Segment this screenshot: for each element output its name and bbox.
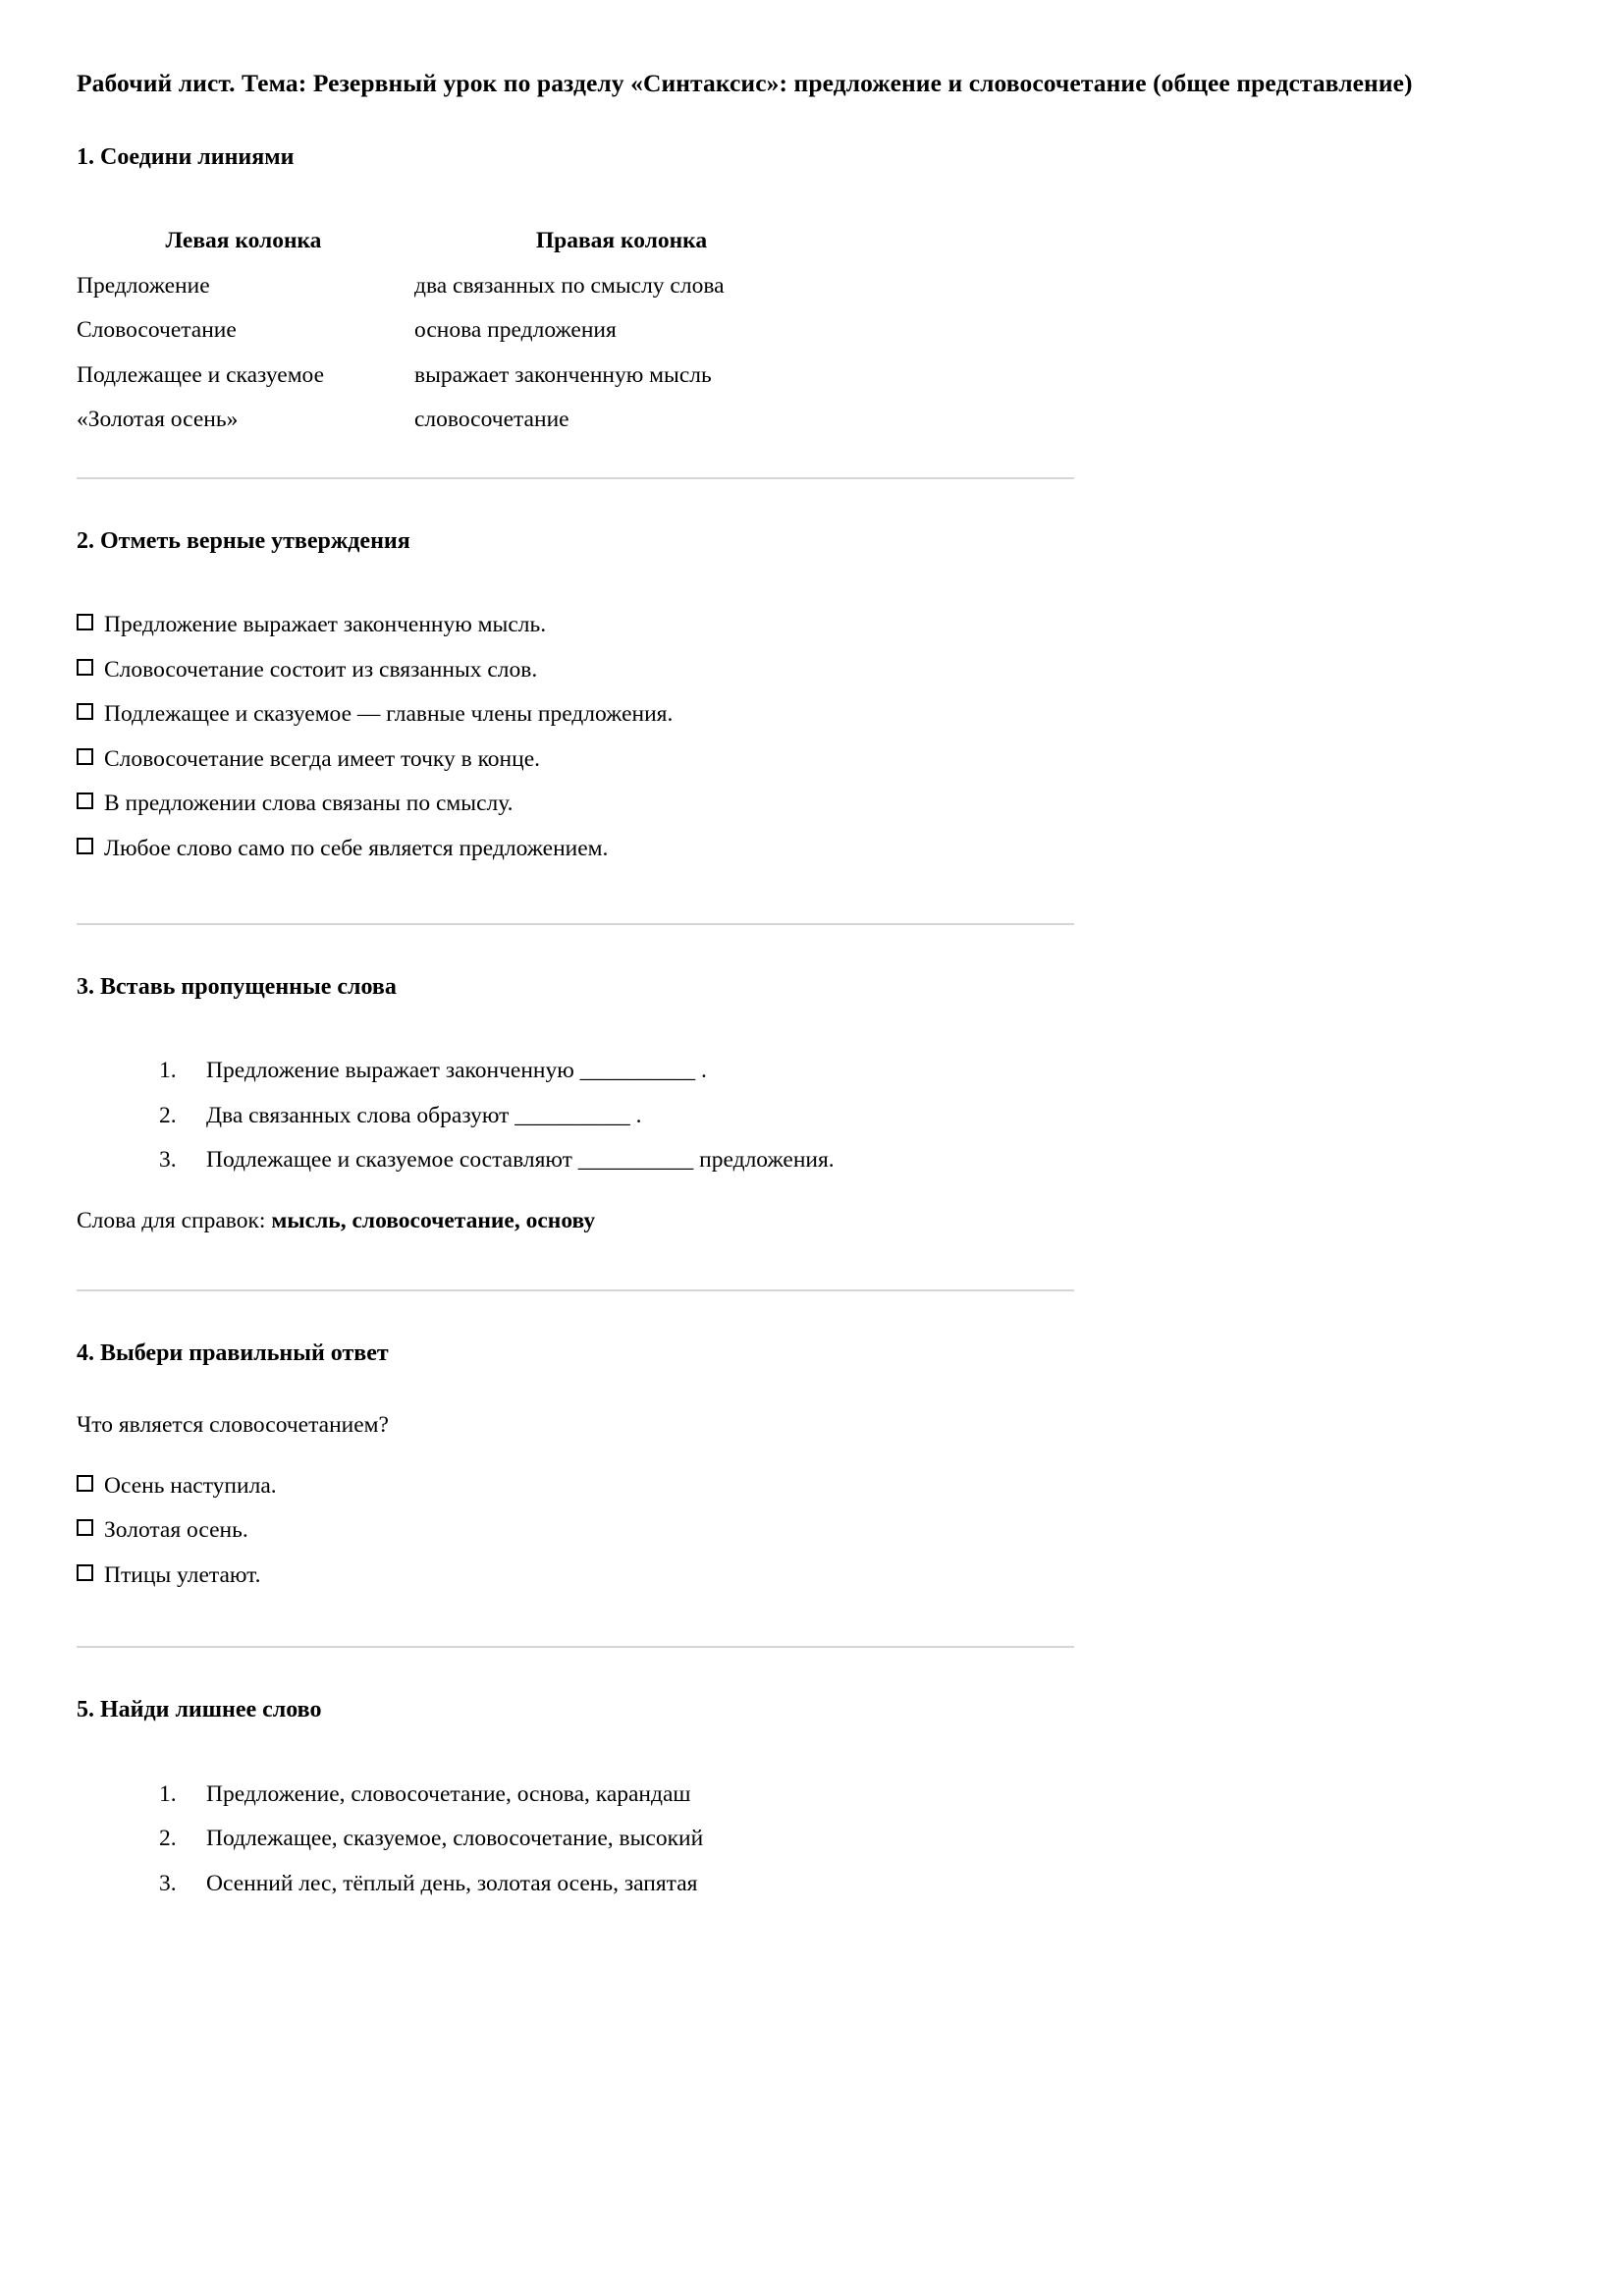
- reference-words-line: [77, 1207, 1546, 1233]
- spacer: [77, 1232, 1546, 1289]
- spacer: [77, 1291, 1546, 1339]
- spacer: [77, 1726, 1546, 1783]
- spacer: [77, 1003, 1546, 1060]
- reference-words-value: мысль, словосочетание, основу: [271, 1207, 596, 1233]
- checkbox-label: Осень наступила.: [104, 1472, 277, 1499]
- section-5-heading: 5. Найди лишнее слово: [77, 1697, 322, 1723]
- spacer: [77, 479, 1546, 526]
- checkbox-label: Подлежащее и сказуемое — главные члены предложения.: [104, 701, 674, 728]
- spacer: [77, 925, 1546, 972]
- checkbox-icon[interactable]: [77, 838, 93, 854]
- section-4-question: Что является словосочетанием?: [77, 1412, 389, 1439]
- spacer: [77, 432, 1546, 477]
- section-1-heading: 1. Соедини линиями: [77, 144, 295, 171]
- match-right-item[interactable]: основа предложения: [414, 317, 617, 344]
- table-header-row: [77, 230, 833, 275]
- match-right-item[interactable]: словосочетание: [414, 407, 569, 433]
- table-row[interactable]: [77, 409, 833, 432]
- section-3-heading: 3. Вставь пропущенные слова: [77, 974, 397, 1001]
- checkbox-option[interactable]: [77, 793, 1546, 816]
- match-left-item[interactable]: «Золотая осень»: [77, 407, 239, 433]
- checkbox-icon[interactable]: [77, 1519, 93, 1536]
- list-item[interactable]: Предложение выражает законченную __________ .: [206, 1058, 707, 1084]
- list-item[interactable]: Подлежащее и сказуемое составляют __________ предложения.: [206, 1147, 835, 1174]
- spacer: [77, 1438, 1546, 1475]
- match-left-item[interactable]: Словосочетание: [77, 317, 237, 344]
- checkbox-label: Золотая осень.: [104, 1517, 248, 1544]
- checkbox-label: В предложении слова связаны по смыслу.: [104, 791, 514, 817]
- checkbox-option[interactable]: [77, 703, 1546, 727]
- list-item[interactable]: Подлежащее, сказуемое, словосочетание, высокий: [206, 1826, 704, 1852]
- checkbox-icon[interactable]: [77, 748, 93, 765]
- checkbox-icon[interactable]: [77, 1564, 93, 1581]
- spacer: [77, 173, 1546, 230]
- true-statements-checklist: [77, 614, 1546, 860]
- checkbox-option[interactable]: [77, 656, 1546, 683]
- checkbox-label: Словосочетание всегда имеет точку в конце.: [104, 745, 541, 772]
- checkbox-option[interactable]: [77, 1519, 1546, 1543]
- checkbox-icon[interactable]: [77, 1475, 93, 1492]
- reference-words-label: Слова для справок:: [77, 1207, 266, 1233]
- spacer: [77, 1369, 1546, 1414]
- match-right-item[interactable]: два связанных по смыслу слова: [414, 272, 725, 299]
- checkbox-option[interactable]: [77, 835, 1546, 861]
- right-column-header: Правая колонка: [535, 228, 708, 254]
- page-title: Рабочий лист. Тема: Резервный урок по разделу «Синтаксис»: предложение и словосочетание (общее представление): [77, 69, 1413, 97]
- spacer: [77, 99, 1546, 142]
- table-row[interactable]: [77, 364, 833, 410]
- fill-in-blanks-list: [77, 1060, 1546, 1173]
- spacer: [77, 557, 1546, 614]
- match-columns-table: [77, 230, 833, 432]
- match-left-item[interactable]: Предложение: [77, 272, 210, 299]
- list-item[interactable]: Осенний лес, тёплый день, золотая осень, запятая: [206, 1870, 698, 1896]
- match-right-item[interactable]: выражает законченную мысль: [414, 361, 712, 388]
- checkbox-label: Предложение выражает законченную мысль.: [104, 612, 547, 638]
- spacer: [77, 860, 1546, 923]
- spacer: [77, 1648, 1546, 1695]
- checkbox-label: Птицы улетают.: [104, 1561, 261, 1588]
- checkbox-icon[interactable]: [77, 793, 93, 809]
- list-item[interactable]: Предложение, словосочетание, основа, карандаш: [206, 1780, 691, 1807]
- odd-one-out-list: [77, 1780, 1546, 1896]
- checkbox-option[interactable]: [77, 1561, 1546, 1588]
- checkbox-icon[interactable]: [77, 659, 93, 676]
- spacer: [77, 1173, 1546, 1210]
- checkbox-option[interactable]: [77, 1472, 1546, 1499]
- spacer: [77, 1587, 1546, 1646]
- checkbox-icon[interactable]: [77, 614, 93, 630]
- section-4-heading: 4. Выбери правильный ответ: [77, 1340, 389, 1367]
- checkbox-label: Любое слово само по себе является предложением.: [104, 835, 609, 861]
- checkbox-option[interactable]: [77, 614, 1546, 637]
- table-row[interactable]: [77, 319, 833, 364]
- multiple-choice-list: [77, 1472, 1546, 1588]
- checkbox-icon[interactable]: [77, 703, 93, 720]
- checkbox-option[interactable]: [77, 745, 1546, 772]
- match-left-item[interactable]: Подлежащее и сказуемое: [77, 361, 325, 388]
- table-row[interactable]: [77, 275, 833, 320]
- list-item[interactable]: Два связанных слова образуют __________ .: [206, 1102, 642, 1128]
- left-column-header: Левая колонка: [165, 228, 322, 254]
- section-2-heading: 2. Отметь верные утверждения: [77, 527, 410, 554]
- checkbox-label: Словосочетание состоит из связанных слов.: [104, 656, 538, 683]
